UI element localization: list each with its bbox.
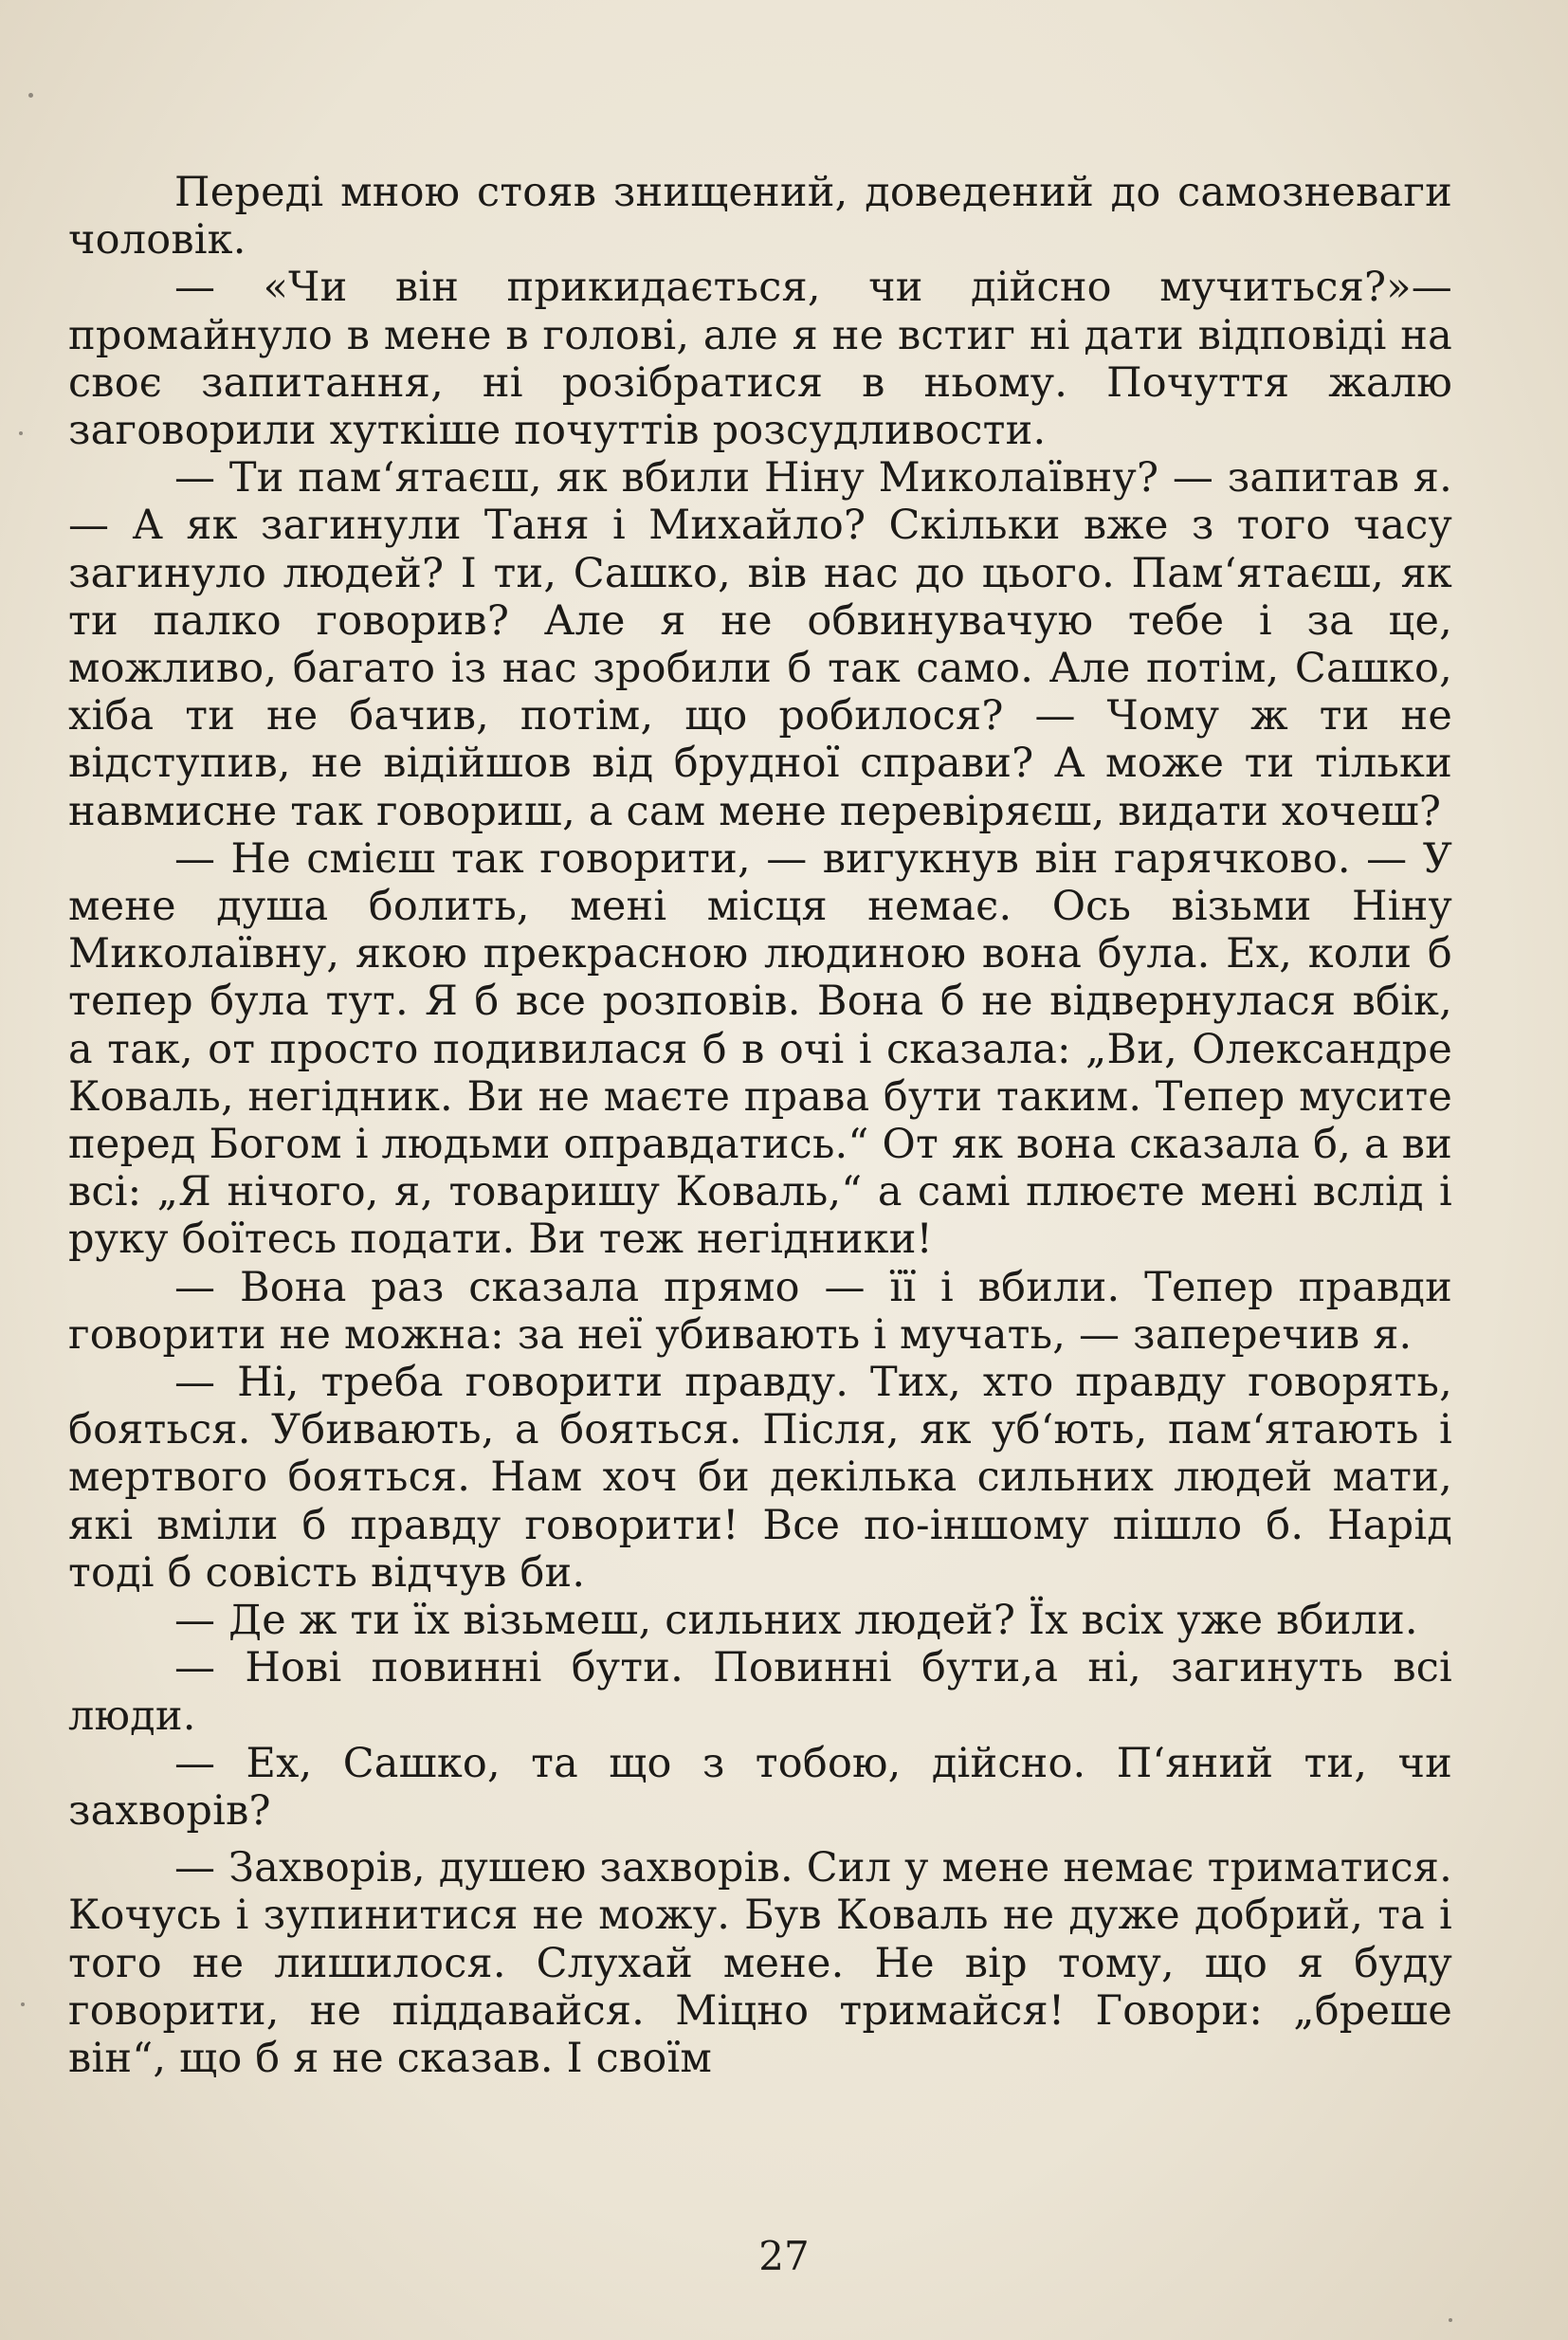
paragraph: — Захворів, душею захворів. Сил у мене немає триматися. Кочусь і зупинитися не можу. Був Коваль не дуже добрий, та і того не лишилося. Слухай мене. Не вір тому, що я буду говорити, не піддавайся. Міцно тримайся! Говори: „бреше він“, що б я не сказав. І своїм bbox=[68, 1844, 1452, 2082]
paragraph: — Ти пам‘ятаєш, як вбили Ніну Миколаївну? — запитав я. — А як загинули Таня і Михайло? Скільки вже з того часу загинуло людей? І ти, Сашко, вів нас до цього. Пам‘ятаєш, як ти палко говорив? Але я не обвинувачую тебе і за це, можливо, багато із нас зробили б так само. Але потім, Сашко, хіба ти не бачив, потім, що робилося? — Чому ж ти не відступив, не відійшов від брудної справи? А може ти тільки навмисне так говориш, а сам мене перевіряєш, видати хочеш? bbox=[68, 454, 1452, 835]
paragraph: — Не смієш так говорити, — вигукнув він гарячково. — У мене душа болить, мені місця немає. Ось візьми Ніну Миколаївну, якою прекрасною людиною вона була. Ех, коли б тепер була тут. Я б все розповів. Вона б не відвернулася вбік, а так, от просто подивилася б в очі і сказала: „Ви, Олександре Коваль, негідник. Ви не маєте права бути таким. Тепер мусите перед Богом і людьми оправдатись.“ От як вона сказала б, а ви всі: „Я нічого, я, товаришу Коваль,“ а самі плюєте мені вслід і руку боїтесь подати. Ви теж негідники! bbox=[68, 834, 1452, 1264]
page-number: 27 bbox=[758, 2233, 810, 2279]
paper-speck bbox=[21, 2002, 25, 2006]
paragraph: — Ех, Сашко, та що з тобою, дійсно. П‘яний ти, чи захворів? bbox=[68, 1739, 1452, 1835]
paragraph: — Де ж ти їх візьмеш, сильних людей? Їх всіх уже вбили. bbox=[174, 1597, 1418, 1645]
paragraph: — «Чи він прикидається, чи дійсно мучиться?»— промайнуло в мене в голові, але я не встиг ні дати відповіді на своє запитання, ні розібратися в ньому. Почуття жалю заговорили хуткіше почуттів розсудливости. bbox=[68, 264, 1452, 455]
paper-speck bbox=[1449, 2318, 1452, 2322]
paragraph: Переді мною стояв знищений, доведений до самозневаги чоловік. bbox=[68, 169, 1452, 265]
paper-speck bbox=[28, 93, 33, 98]
paragraph: — Нові повинні бути. Повинні бути,а ні, загинуть всі люди. bbox=[68, 1644, 1452, 1740]
paragraph: — Вона раз сказала прямо — її і вбили. Тепер правди говорити не можна: за неї убивають і мучать, — заперечив я. bbox=[68, 1263, 1452, 1359]
paragraph: — Ні, треба говорити правду. Тих, хто правду говорять, бояться. Убивають, а бояться. Після, як уб‘ють, пам‘ятають і мертвого бояться. Нам хоч би декілька сильних людей мати, які вміли б правду говорити! Все по-іншому пішло б. Нарід тоді б совість відчув би. bbox=[68, 1359, 1452, 1597]
paper-speck bbox=[19, 431, 23, 435]
body-text bbox=[68, 169, 1452, 2082]
